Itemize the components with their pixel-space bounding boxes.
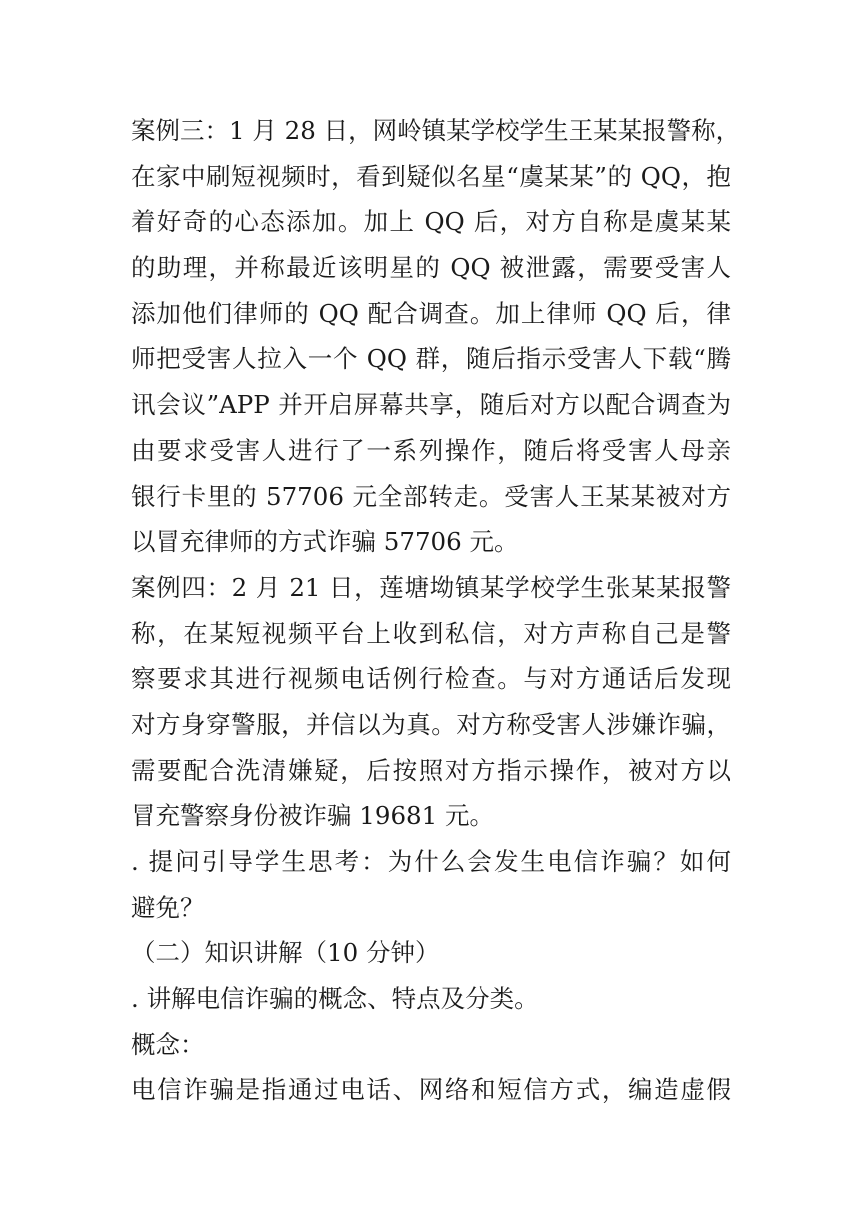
text-line: 对方身穿警服，并信以为真。对方称受害人涉嫌诈骗， (131, 709, 731, 739)
text-line: 银行卡里的 57706 元全部转走。受害人王某某被对方 (131, 481, 731, 511)
text-line: 冒充警察身份被诈骗 19681 元。 (131, 801, 495, 831)
text-line: 需要配合洗清嫌疑，后按照对方指示操作，被对方以 (131, 755, 731, 785)
text-line: . 讲解电信诈骗的概念、特点及分类。 (131, 984, 539, 1014)
text-line: 电信诈骗是指通过电话、网络和短信方式，编造虚假 (131, 1075, 731, 1105)
text-line: 案例四：2 月 21 日，莲塘坳镇某学校学生张某某报警 (131, 572, 731, 602)
text-line: 由要求受害人进行了一系列操作，随后将受害人母亲 (131, 435, 731, 465)
text-line: 着好奇的心态添加。加上 QQ 后，对方自称是虞某某 (131, 207, 731, 237)
section-heading: （二）知识讲解（10 分钟） (131, 938, 440, 968)
text-line: 的助理，并称最近该明星的 QQ 被泄露，需要受害人 (131, 253, 731, 283)
document-body (131, 108, 741, 1113)
text-line: 以冒充律师的方式诈骗 57706 元。 (131, 527, 519, 557)
text-line: . 提问引导学生思考：为什么会发生电信诈骗？如何 (131, 847, 731, 876)
text-line: 讯会议”APP 并开启屏幕共享，随后对方以配合调查为 (131, 390, 731, 420)
text-line: 师把受害人拉入一个 QQ 群，随后指示受害人下载“腾 (131, 344, 731, 374)
text-line: 在家中刷短视频时，看到疑似名星“虞某某”的 QQ，抱 (131, 161, 731, 191)
text-line: 概念： (131, 1029, 205, 1059)
text-line: 避免？ (131, 892, 205, 922)
text-line: 察要求其进行视频电话例行检查。与对方通话后发现 (131, 664, 731, 694)
text-line: 称，在某短视频平台上收到私信，对方声称自己是警 (131, 618, 731, 648)
text-line: 案例三：1 月 28 日，网岭镇某学校学生王某某报警称， (131, 116, 741, 145)
text-line: 添加他们律师的 QQ 配合调查。加上律师 QQ 后，律 (131, 298, 731, 328)
